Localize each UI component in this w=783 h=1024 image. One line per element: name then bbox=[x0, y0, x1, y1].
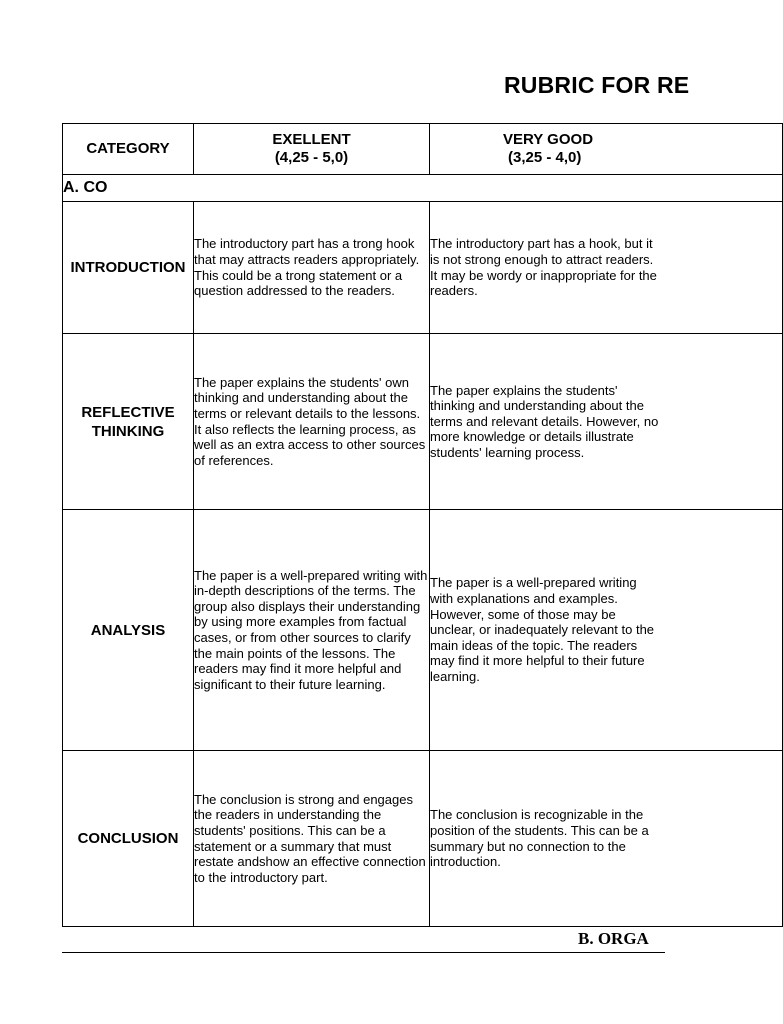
analysis-excellent-text: The paper is a well-prepared writing with in-depth descriptions of the terms. The group also displays their understanding by using more examples from factual cases, or from other sources to clarify the main points of the lessons. The readers may find it more helpful and significant to their future learning. bbox=[194, 567, 428, 692]
category-reflective-line2: THINKING bbox=[91, 422, 165, 440]
table-row bbox=[63, 202, 783, 334]
table-row bbox=[63, 510, 783, 751]
section-a-row bbox=[63, 175, 783, 202]
section-b-divider bbox=[62, 952, 665, 953]
category-reflective-line1: REFLECTIVE bbox=[81, 403, 175, 421]
very-good-cell bbox=[430, 202, 783, 334]
introduction-very-good-text: The introductory part has a hook, but it is not strong enough to attract readers. It may be wordy or inappropriate for the readers. bbox=[430, 236, 657, 299]
category-cell bbox=[63, 202, 194, 334]
header-category bbox=[63, 124, 194, 175]
section-a-heading: A. CO bbox=[63, 175, 783, 202]
header-very-good-range: (3,25 - 4,0) bbox=[508, 149, 582, 166]
conclusion-excellent-text: The conclusion is strong and engages the readers in understanding the students' positions. This can be a statement or a summary that must restate andshow an effective connection to the introductory part. bbox=[194, 791, 426, 885]
table-row bbox=[63, 334, 783, 510]
section-b-heading: B. ORGA bbox=[578, 929, 649, 948]
reflective-excellent-text: The paper explains the students' own thinking and understanding about the terms or relevant details to the lessons. It also reflects the learning process, as well as an extra access to other sources of references. bbox=[194, 374, 426, 468]
page-title: RUBRIC FOR RE bbox=[504, 72, 690, 98]
excellent-cell bbox=[194, 334, 430, 510]
category-cell bbox=[63, 751, 194, 927]
reflective-very-good-text: The paper explains the students' thinking and understanding about the terms and relevant details. However, no more knowledge or details illustrate students' learning process. bbox=[430, 382, 659, 460]
very-good-cell bbox=[430, 510, 783, 751]
introduction-excellent-text: The introductory part has a trong hook that may attracts readers appropriately. This could be a trong statement or a question addressed to the readers. bbox=[194, 236, 420, 299]
header-excellent-range: (4,25 - 5,0) bbox=[274, 149, 349, 166]
header-row bbox=[63, 124, 783, 175]
rubric-table bbox=[62, 123, 783, 927]
very-good-cell bbox=[430, 751, 783, 927]
conclusion-very-good-text: The conclusion is recognizable in the position of the students. This can be a summary but no connection to the introduction. bbox=[430, 807, 649, 870]
very-good-cell bbox=[430, 334, 783, 510]
header-very-good-label: VERY GOOD bbox=[503, 131, 594, 148]
header-excellent-label: EXELLENT bbox=[272, 131, 351, 148]
header-very-good bbox=[430, 124, 783, 175]
analysis-very-good-text: The paper is a well-prepared writing with explanations and examples. However, some of those may be unclear, or inadequately relevant to the main ideas of the topic. The readers may find it more helpful to their future learning. bbox=[430, 575, 655, 684]
header-excellent bbox=[194, 124, 430, 175]
excellent-cell bbox=[194, 510, 430, 751]
category-introduction: INTRODUCTION bbox=[70, 259, 186, 276]
category-analysis: ANALYSIS bbox=[90, 621, 166, 639]
category-conclusion: CONCLUSION bbox=[77, 830, 179, 847]
category-cell bbox=[63, 510, 194, 751]
header-category-label: CATEGORY bbox=[86, 140, 170, 157]
excellent-cell bbox=[194, 751, 430, 927]
category-cell bbox=[63, 334, 194, 510]
table-row bbox=[63, 751, 783, 927]
excellent-cell bbox=[194, 202, 430, 334]
